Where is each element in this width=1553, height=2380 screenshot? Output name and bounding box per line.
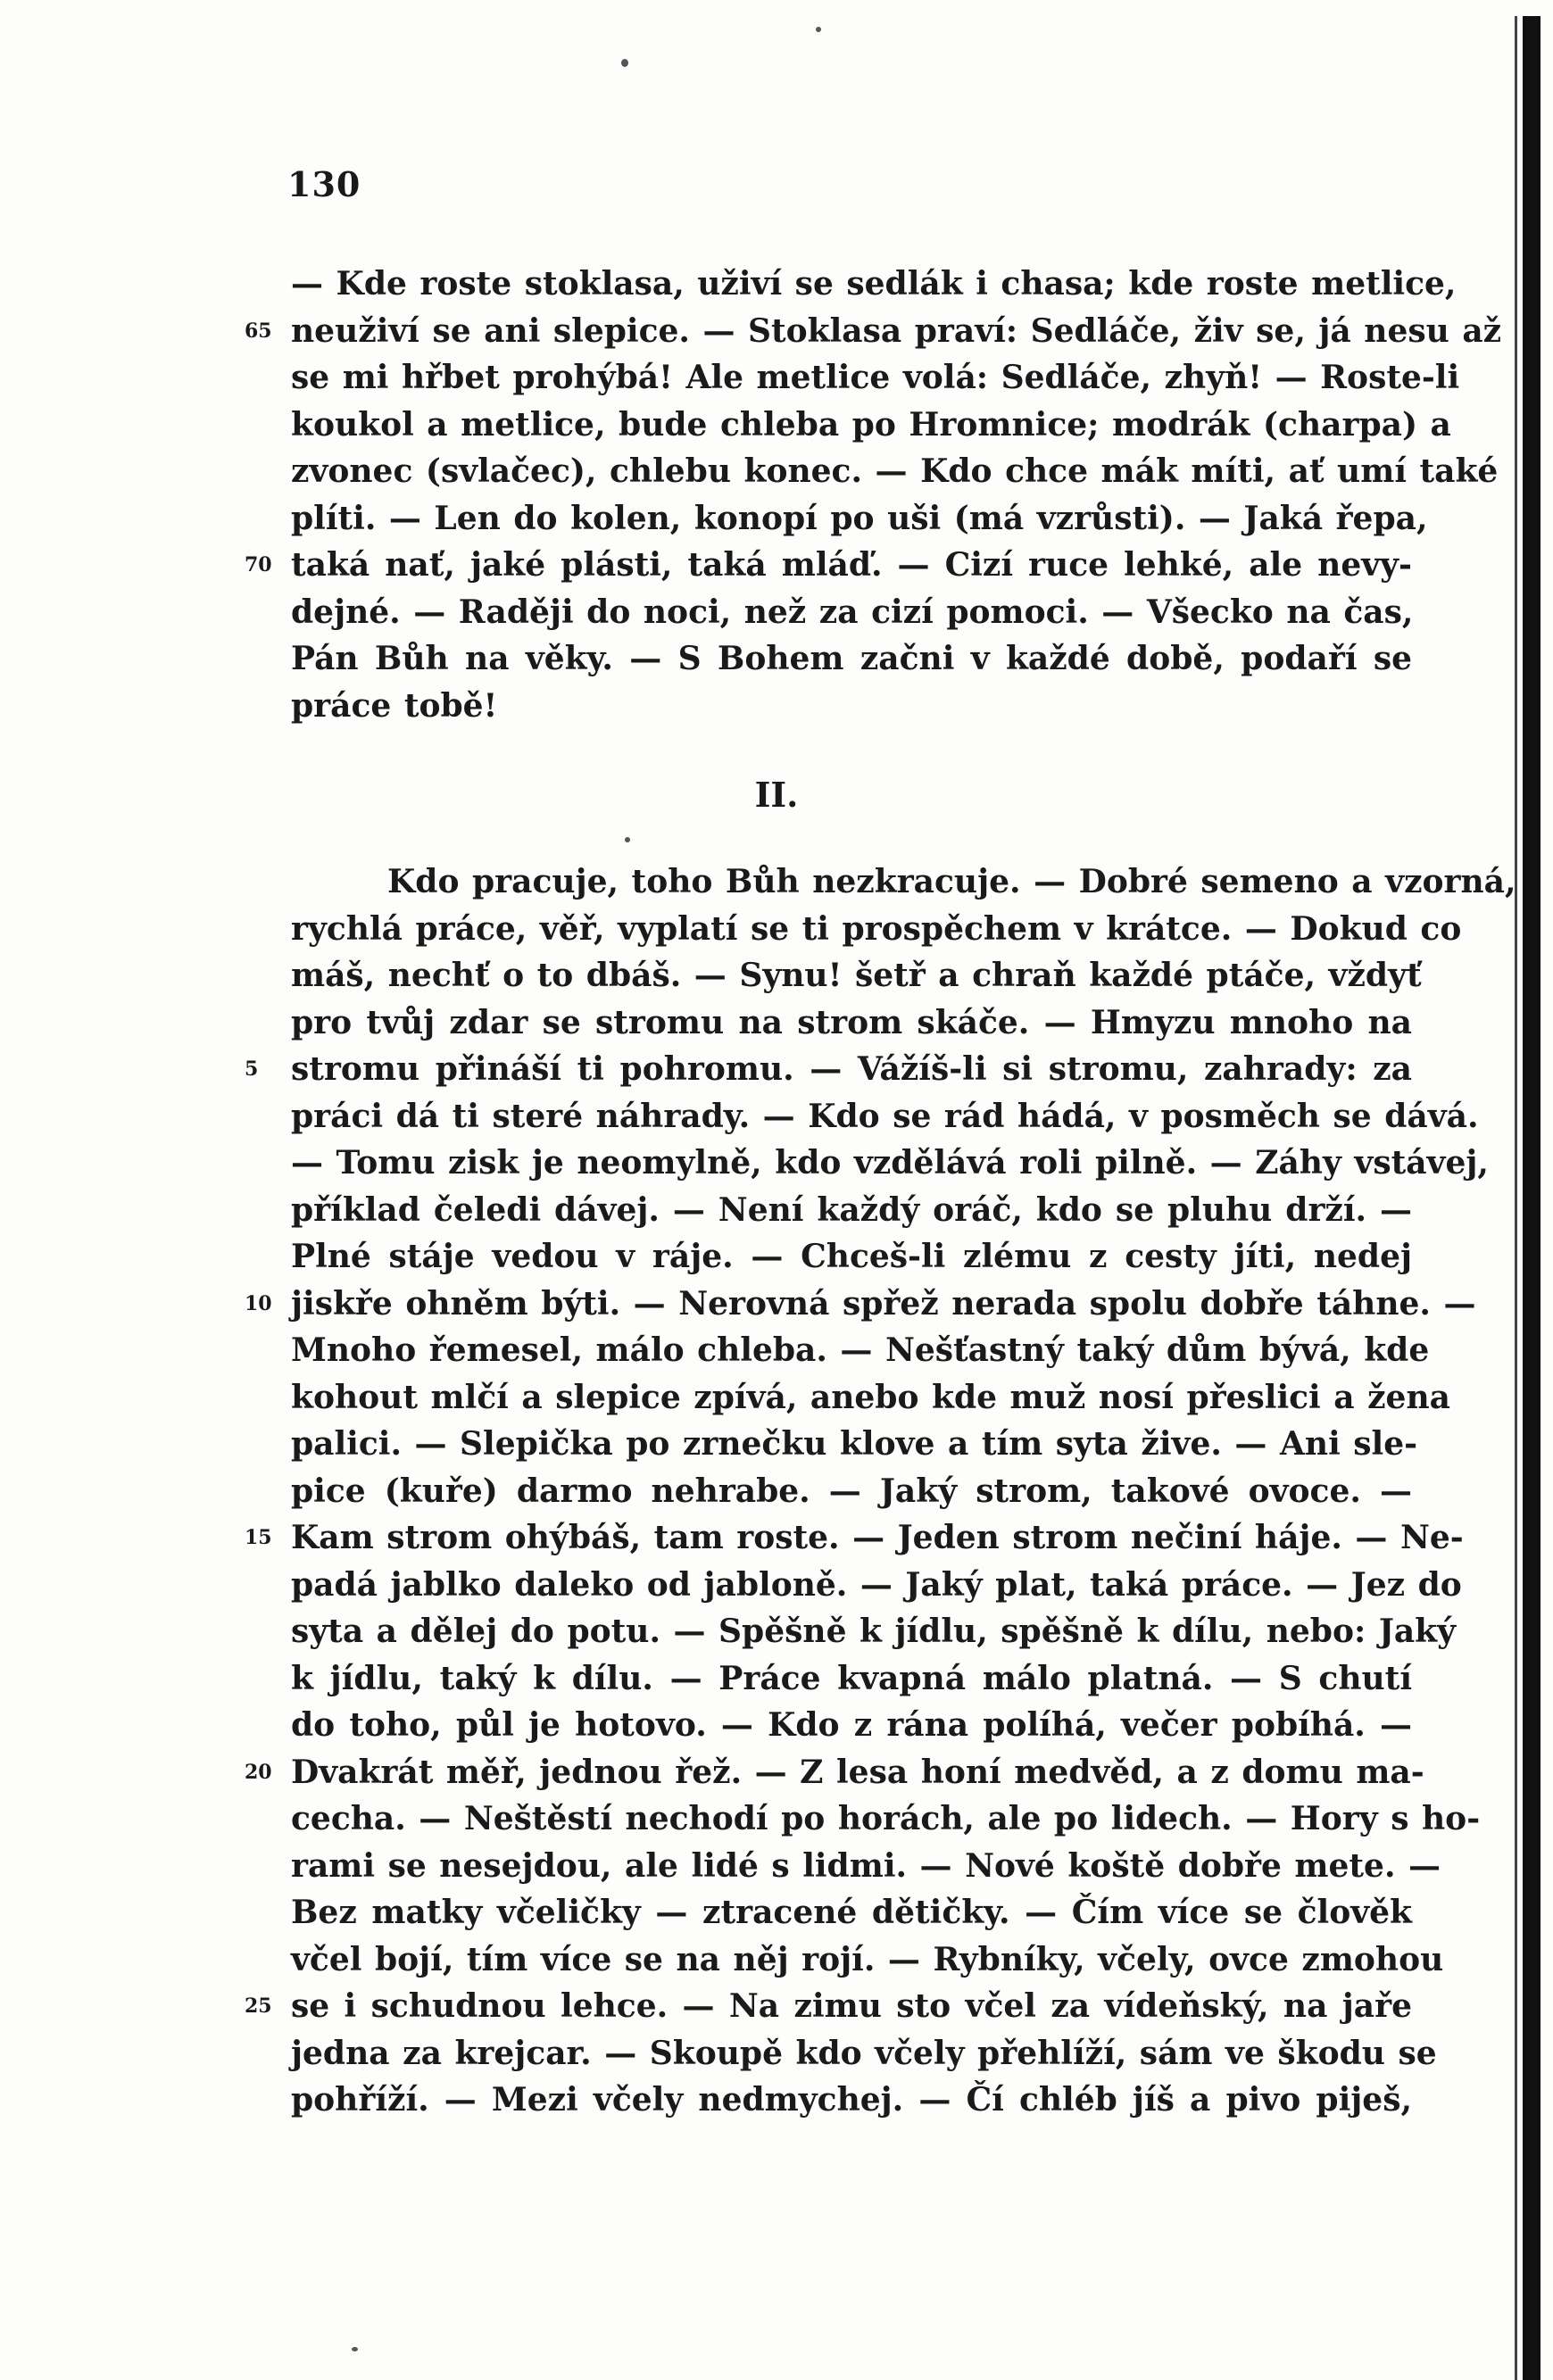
line-number: 20 bbox=[245, 1760, 272, 1784]
text-line: 15 Kam strom ohýbáš, tam roste. — Jeden strom nečiní háje. — Ne- bbox=[291, 1514, 1412, 1562]
text-line: cecha. — Neštěstí nechodí po horách, ale po lidech. — Hory s ho- bbox=[291, 1800, 1481, 1837]
text-line: koukol a metlice, bude chleba po Hromnice; modrák (charpa) a bbox=[291, 405, 1451, 444]
text-line: pice (kuře) darmo nehrabe. — Jaký strom, takové ovoce. — bbox=[291, 1472, 1412, 1510]
page-edge-shadow bbox=[1523, 16, 1541, 2380]
line-number: 25 bbox=[245, 1994, 272, 2018]
text-line: rami se nesejdou, ale lidé s lidmi. — Nové koště dobře mete. — bbox=[291, 1846, 1441, 1885]
text-line: Pán Bůh na věky. — S Bohem začni v každé době, podaří se bbox=[291, 640, 1412, 677]
text-line: 10 jiskře ohněm býti. — Nerovná spřež nerada spolu dobře táhne. — bbox=[291, 1281, 1412, 1328]
text-line: Kdo pracuje, toho Bůh nezkracuje. — Dobré semeno a vzorná, bbox=[387, 863, 1516, 900]
section-2-text bbox=[245, 858, 1516, 2124]
text-line: plíti. — Len do kolen, konopí po uši (má vzrůsti). — Jaká řepa, bbox=[291, 499, 1428, 537]
text-line: padá jablko daleko od jabloně. — Jaký plat, taká práce. — Jez do bbox=[291, 1565, 1462, 1604]
line-number: 5 bbox=[245, 1057, 259, 1081]
page-edge-line bbox=[1515, 16, 1517, 2380]
text-line: syta a dělej do potu. — Spěšně k jídlu, spěšně k dílu, nebo: Jaký bbox=[291, 1613, 1457, 1650]
text-line: Plné stáje vedou v ráje. — Chceš-li zlému z cesty jíti, nedej bbox=[291, 1238, 1412, 1275]
text-line: do toho, půl je hotovo. — Kdo z rána políhá, večer pobíhá. — bbox=[291, 1706, 1412, 1744]
text-line: — Tomu zisk je neomylně, kdo vzdělává roli pilně. — Záhy vstávej, bbox=[291, 1144, 1489, 1182]
ink-speck bbox=[352, 2347, 358, 2351]
text-line: zvonec (svlačec), chlebu konec. — Kdo chce mák míti, ať umí také bbox=[291, 452, 1499, 490]
ink-speck bbox=[625, 837, 630, 842]
text-line: práci dá ti steré náhrady. — Kdo se rád hádá, v posměch se dává. bbox=[291, 1097, 1479, 1135]
line-number: 15 bbox=[245, 1526, 272, 1549]
section-1-text bbox=[245, 261, 1502, 729]
text-line: Mnoho řemesel, málo chleba. — Nešťastný taký dům bývá, kde bbox=[291, 1331, 1430, 1369]
text-line: 65 neuživí se ani slepice. — Stoklasa praví: Sedláče, živ se, já nesu až bbox=[291, 308, 1412, 355]
text-line: dejné. — Raději do noci, než za cizí pomoci. — Všecko na čas, bbox=[291, 593, 1414, 631]
text-line: pro tvůj zdar se stromu na strom skáče. — Hmyzu mnoho na bbox=[291, 1003, 1412, 1041]
text-line: kohout mlčí a slepice zpívá, anebo kde muž nosí přeslici a žena bbox=[291, 1378, 1450, 1416]
text-line: příklad čeledi dávej. — Není každý oráč, kdo se pluhu drží. — bbox=[291, 1190, 1412, 1229]
text-line: 25 se i schudnou lehce. — Na zimu sto včel za vídeňský, na jaře bbox=[291, 1983, 1412, 2030]
line-number: 10 bbox=[245, 1291, 272, 1315]
text-line: včel bojí, tím více se na něj rojí. — Rybníky, včely, ovce zmohou bbox=[291, 1940, 1444, 1978]
ink-speck bbox=[816, 27, 821, 32]
text-line: k jídlu, taký k dílu. — Práce kvapná málo platná. — S chutí bbox=[291, 1659, 1412, 1697]
text-line: jedna za krejcar. — Skoupě kdo včely přehlíží, sám ve škodu se bbox=[291, 2034, 1437, 2072]
text-line: práce tobě! bbox=[291, 686, 498, 725]
text-line: pohříží. — Mezi včely nedmychej. — Čí chléb jíš a pivo piješ, bbox=[291, 2081, 1412, 2119]
text-line: Bez matky včeličky — ztracené dětičky. — Čím více se člověk bbox=[291, 1894, 1412, 1931]
text-line: — Kde roste stoklasa, uživí se sedlák i chasa; kde roste metlice, bbox=[291, 265, 1457, 303]
text-line: máš, nechť o to dbáš. — Synu! šetř a chraň každé ptáče, vždyť bbox=[291, 957, 1422, 994]
ink-speck bbox=[621, 59, 628, 67]
text-line: 70 taká nať, jaké plásti, taká mláď. — Cizí ruce lehké, ale nevy- bbox=[291, 542, 1412, 589]
page-number: 130 bbox=[287, 164, 361, 204]
text-line: se mi hřbet prohýbá! Ale metlice volá: Sedláče, zhyň! — Roste-li bbox=[291, 359, 1460, 396]
text-line: rychlá práce, věř, vyplatí se ti prospěchem v krátce. — Dokud co bbox=[291, 909, 1462, 948]
line-number: 70 bbox=[245, 553, 272, 576]
line-number: 65 bbox=[245, 319, 272, 343]
text-line: 20 Dvakrát měř, jednou řež. — Z lesa honí medvěd, a z domu ma- bbox=[291, 1749, 1412, 1796]
text-line: palici. — Slepička po zrnečku klove a tím syta žive. — Ani sle- bbox=[291, 1425, 1418, 1463]
text-line: 5 stromu přináší ti pohromu. — Vážíš-li si stromu, zahrady: za bbox=[291, 1046, 1412, 1093]
section-heading: II. bbox=[754, 775, 799, 815]
